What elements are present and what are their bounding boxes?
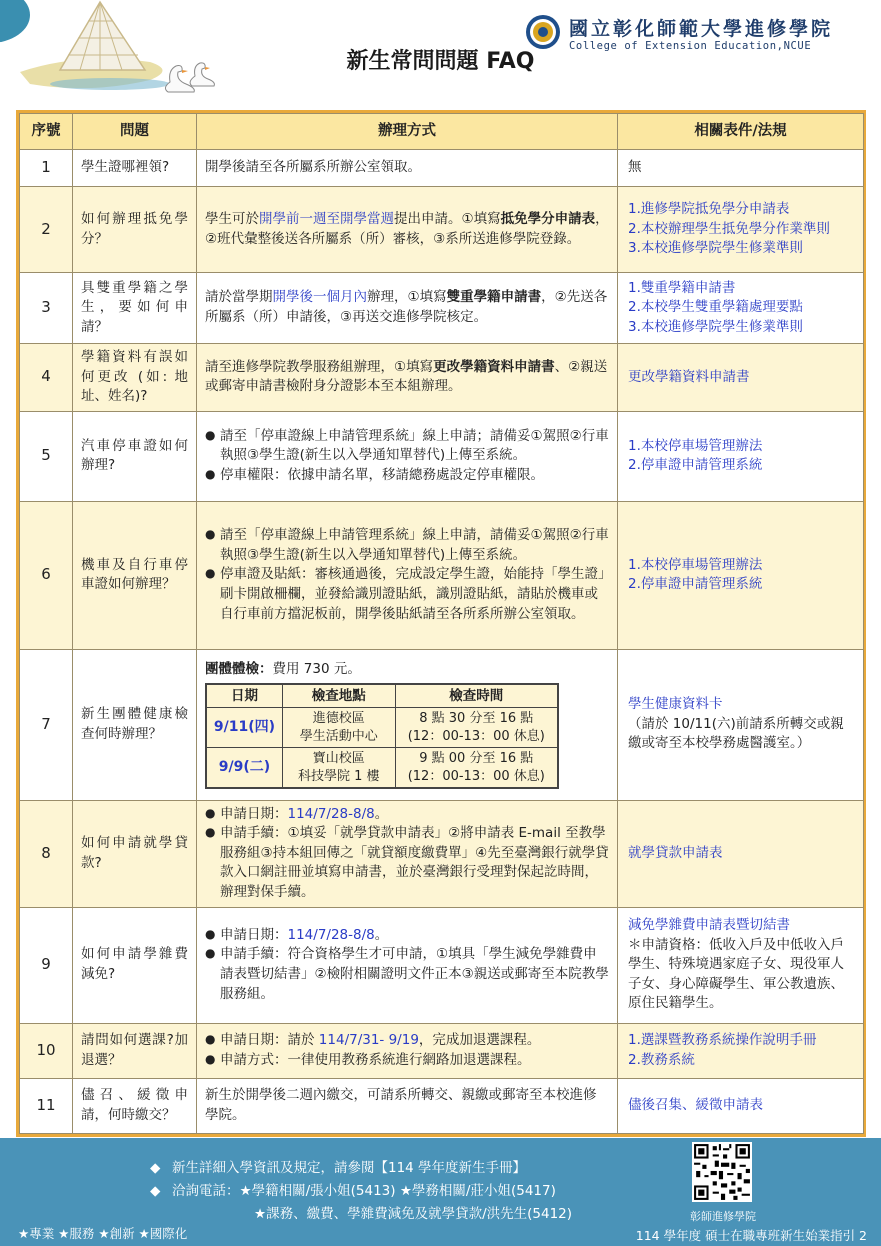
row-forms: [618, 907, 864, 1023]
row-question: 學生證哪裡領?: [73, 150, 197, 187]
row-method: [197, 501, 618, 649]
faq-row-1: [20, 150, 864, 187]
row-number: 2: [20, 187, 73, 273]
faq-row-9: [20, 907, 864, 1023]
exam-campus: 進德校區: [312, 711, 365, 727]
faq-table-frame: [16, 110, 866, 1137]
exam-time: [395, 748, 558, 789]
form-text: 無: [628, 159, 642, 176]
exam-time: [395, 708, 558, 748]
exam-place: [282, 708, 395, 748]
method-text: ，②先送各所屬系（所）申請後，③再送交進修學院核定。: [205, 289, 608, 325]
exam-header-place: 檢查地點: [282, 684, 395, 708]
exam-row: [206, 708, 558, 748]
row-number: 5: [20, 411, 73, 501]
row-method: [197, 649, 618, 800]
row-forms: [618, 344, 864, 412]
row-method: [197, 1023, 618, 1078]
exam-date: 9/11(四): [206, 708, 282, 748]
slogan: ★專業 ★服務 ★創新 ★國際化: [18, 1226, 188, 1241]
method-form-name: 雙重學籍申請書: [446, 289, 542, 306]
college-english-name: College of Extension Education,NCUE: [569, 40, 812, 52]
method-bullet: [205, 805, 609, 825]
row-question: 如何申請學雜費減免?: [73, 907, 197, 1023]
row-method: [197, 273, 618, 344]
faq-row-4: [20, 344, 864, 412]
footer-line-contact-2: ★課務、繳費、學雜費減免及就學貸款/洪先生(5412): [254, 1206, 573, 1222]
row-method: [197, 187, 618, 273]
method-bullet: ● 申請方式：一律使用教務系統進行網路加退選課程。: [205, 1051, 609, 1071]
row-forms: [618, 273, 864, 344]
date-label: 申請日期：: [220, 926, 288, 943]
row-question: 請問如何選課?加退選？: [73, 1023, 197, 1078]
row-method: 新生於開學後二週內繳交，可請系所轉交、親繳或郵寄至本校進修學院。: [197, 1078, 618, 1133]
form-link[interactable]: 1.選課暨教務系統操作說明手冊: [628, 1031, 817, 1048]
form-link[interactable]: 1.本校停車場管理辦法: [628, 437, 763, 454]
row-forms: [618, 150, 864, 187]
row-forms: [618, 501, 864, 649]
faq-row-10: [20, 1023, 864, 1078]
row-number: 6: [20, 501, 73, 649]
footer-contact-text: 洽詢電話：★學籍相關/張小姐(5413) ★學務相關/莊小姐(5417): [172, 1183, 556, 1199]
row-forms: [618, 1023, 864, 1078]
form-link[interactable]: 就學貸款申請表: [628, 844, 723, 861]
row-forms: [618, 411, 864, 501]
exam-header-time: 檢查時間: [395, 684, 558, 708]
footer-line-contact: [150, 1179, 556, 1199]
header-method: 辦理方式: [197, 114, 618, 150]
row-number: 8: [20, 800, 73, 907]
date-end: 。: [374, 926, 389, 943]
row-question: 學籍資料有誤如何更改 (如: 地址、姓名)?: [73, 344, 197, 412]
exam-campus: 寶山校區: [312, 751, 365, 767]
faq-row-2: [20, 187, 864, 273]
exam-place: [282, 748, 395, 789]
college-name: 國立彰化師範大學進修學院: [569, 18, 834, 40]
row-number: 3: [20, 273, 73, 344]
method-form-name: 更改學籍資料申請書: [433, 358, 555, 375]
row-question: 機車及自行車停車證如何辦理？: [73, 501, 197, 649]
university-seal-icon: [525, 14, 561, 50]
method-text: 提出申請。①填寫: [394, 210, 501, 227]
form-link[interactable]: 3.本校進修學院學生修業準則: [628, 318, 803, 335]
method-bullet: ● 停車證及貼紙：審核通過後，完成設定學生證，始能持「學生證」刷卡開啟柵欄，並發給識別證貼紙，識別證貼紙，請貼於機車或自行車前方擋泥板前，開學後貼紙請至各所系所辦公室領取。: [205, 565, 609, 624]
form-link[interactable]: 更改學籍資料申請書: [628, 368, 750, 385]
row-forms: [618, 800, 864, 907]
row-method: [197, 411, 618, 501]
header-forms: 相關表件/法規: [618, 114, 864, 150]
exam-break: (12：00-13：00 休息): [407, 768, 545, 784]
faq-row-11: [20, 1078, 864, 1133]
method-text: 、②親送或郵寄申請書檢附身分證影本至本組辦理。: [205, 358, 608, 395]
form-link[interactable]: 2.本校辦理學生抵免學分作業準則: [628, 220, 830, 237]
exam-hours: 8 點 30 分至 16 點: [419, 711, 534, 727]
row-number: 11: [20, 1078, 73, 1133]
faq-table: [19, 113, 864, 1134]
form-note: （請於 10/11(六)前請系所轉交或親繳或寄至本校學務處醫護室。）: [628, 715, 844, 752]
diamond-bullet-icon: ◆: [150, 1183, 161, 1199]
form-link[interactable]: 3.本校進修學院學生修業準則: [628, 240, 803, 257]
row-forms: [618, 1078, 864, 1133]
method-bullet: [205, 926, 609, 946]
diamond-bullet-icon: ◆: [150, 1160, 161, 1176]
date-end: ，完成加退選課程。: [418, 1031, 541, 1048]
exam-header-date: 日期: [206, 684, 282, 708]
exam-hours: 9 點 00 分至 16 點: [419, 751, 534, 767]
qr-label: 彰師進修學院: [690, 1210, 756, 1223]
form-link[interactable]: 2.停車證申請管理系統: [628, 457, 763, 474]
row-question: 具雙重學籍之學生，要如何申請？: [73, 273, 197, 344]
row-method: 開學後請至各所屬系所辦公室領取。: [197, 150, 618, 187]
row-method: [197, 800, 618, 907]
method-bullet: ● 申請手續：①填妥「就學貸款申請表」②將申請表 E-mail 至教學服務組③持本組回傳之「就貸額度繳費單」④先至臺灣銀行就學貸款入口網註冊並填寫申請書，並於臺灣銀行受理對保起訖時間，辦理對保手續。: [205, 824, 609, 902]
faq-row-7: [20, 649, 864, 800]
exam-break: (12：00-13：00 休息): [407, 728, 545, 744]
page-info: 114 學年度 碩士在職專班新生始業指引 2: [635, 1228, 867, 1243]
exam-caption-fee: 費用 730 元。: [272, 661, 361, 678]
row-number: 4: [20, 344, 73, 412]
faq-row-3: [20, 273, 864, 344]
page-footer: [0, 1138, 881, 1246]
row-question: 如何申請就學貸款?: [73, 800, 197, 907]
page-title: 新生常問問題 FAQ: [346, 49, 535, 74]
row-question: 如何辦理抵免學分？: [73, 187, 197, 273]
method-text: 學生可於: [205, 210, 259, 227]
row-question: 新生團體健康檢查何時辦理？: [73, 649, 197, 800]
date-label: 申請日期：請於: [220, 1031, 319, 1048]
method-text: 請於當學期: [205, 289, 273, 306]
page-header: [0, 0, 881, 100]
method-bullet: ● 請至「停車證線上申請管理系統」線上申請；請備妥①駕照②行車執照③學生證(新生以入學通知單替代)上傳至系統。: [205, 427, 609, 466]
form-link[interactable]: 1.本校停車場管理辦法: [628, 556, 763, 573]
footer-line-handbook: [150, 1156, 526, 1176]
form-link[interactable]: 2.本校學生雙重學籍處理要點: [628, 299, 803, 316]
method-bullet: ● 停車權限：依據申請名單，移請總務處設定停車權限。: [205, 466, 609, 486]
qr-code-icon[interactable]: [692, 1142, 752, 1202]
method-form-name: 抵免學分申請表: [500, 210, 596, 227]
method-text: 辦理，①填寫: [367, 289, 447, 306]
date-label: 申請日期：: [220, 805, 288, 822]
row-question: 儘召、緩徵申請，何時繳交？: [73, 1078, 197, 1133]
row-number: 1: [20, 150, 73, 187]
row-number: 10: [20, 1023, 73, 1078]
date-value: 114/7/28-8/8: [287, 926, 375, 943]
method-bullet: [205, 1031, 609, 1051]
college-logo-block: [525, 12, 855, 56]
row-forms: [618, 187, 864, 273]
method-bullet: ● 申請手續：符合資格學生才可申請，①填具「學生減免學雜費申請表暨切結書」②檢附相關證明文件正本③親送或郵寄至本院教學服務組。: [205, 945, 609, 1004]
method-period: 開學後一個月內: [272, 289, 367, 306]
exam-venue: 科技學院 1 樓: [297, 768, 380, 784]
faq-row-5: [20, 411, 864, 501]
form-link[interactable]: 1.進修學院抵免學分申請表: [628, 201, 790, 218]
method-text: 請至進修學院教學服務組辦理，①填寫: [205, 358, 434, 375]
form-link[interactable]: 1.雙重學籍申請書: [628, 279, 736, 296]
footer-handbook-text: 新生詳細入學資訊及規定，請參閱【114 學年度新生手冊】: [172, 1160, 527, 1176]
exam-caption: [205, 660, 609, 680]
header-number: 序號: [20, 114, 73, 150]
faq-row-6: [20, 501, 864, 649]
date-end: 。: [374, 805, 389, 822]
row-number: 9: [20, 907, 73, 1023]
exam-venue: 學生活動中心: [299, 728, 378, 744]
row-method: [197, 907, 618, 1023]
exam-schedule-table: [205, 683, 559, 790]
date-value: 114/7/28-8/8: [287, 805, 375, 822]
row-forms: [618, 649, 864, 800]
exam-date: 9/9(二): [206, 748, 282, 789]
row-number: 7: [20, 649, 73, 800]
date-value: 114/7/31- 9/19: [318, 1031, 419, 1048]
row-question: 汽車停車證如何辦理?: [73, 411, 197, 501]
form-link[interactable]: 儘後召集、緩徵申請表: [628, 1096, 763, 1113]
exam-row: [206, 748, 558, 789]
form-link[interactable]: 2.停車證申請管理系統: [628, 576, 763, 593]
form-link[interactable]: 學生健康資料卡: [628, 696, 723, 713]
row-method: [197, 344, 618, 412]
method-text: ，②班代彙整後送各所屬系（所）審核，③系所送進修學院登錄。: [205, 210, 609, 247]
form-link[interactable]: 減免學雜費申請表暨切結書: [628, 917, 790, 934]
method-bullet: ● 請至「停車證線上申請管理系統」線上申請，請備妥①駕照②行車執照③學生證(新生以入學通知單替代)上傳至系統。: [205, 526, 609, 565]
form-note: ＊申請資格：低收入戶及中低收入戶學生、特殊境遇家庭子女、現役軍人子女、身心障礙學生、軍公教遺族、原住民籍學生。: [628, 936, 844, 1012]
form-link[interactable]: 2.教務系統: [628, 1051, 695, 1068]
exam-caption-label: 團體體檢：: [205, 661, 273, 678]
method-period: 開學前一週至開學當週: [259, 210, 394, 227]
faq-row-8: [20, 800, 864, 907]
header-question: 問題: [73, 114, 197, 150]
